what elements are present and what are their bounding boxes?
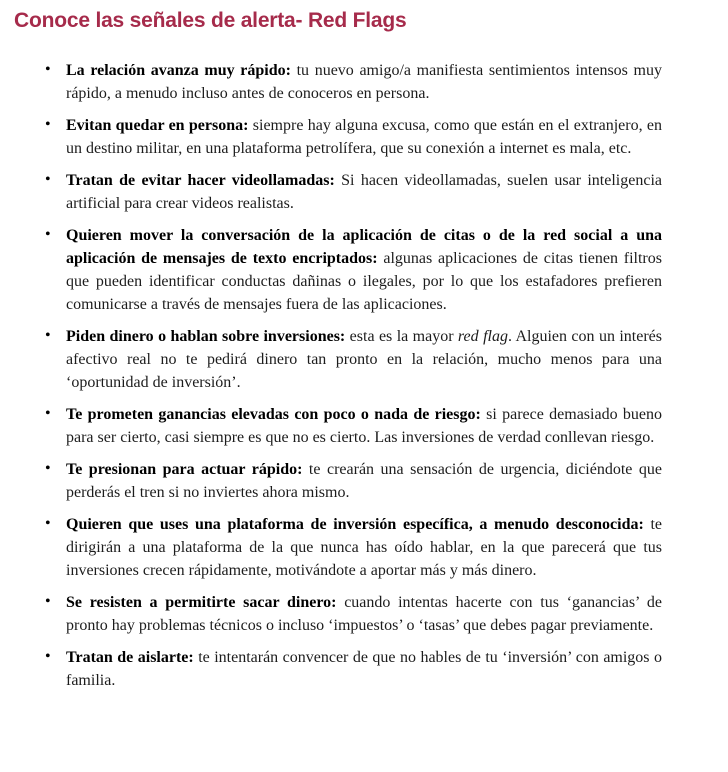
list-item [44,513,662,582]
bullet-icon: • [45,460,51,477]
list-item [44,403,662,449]
item-lead-bold: Piden dinero o hablan sobre inversiones: [66,328,346,345]
page-title: Conoce las señales de alerta- Red Flags [14,9,407,32]
bullet-icon: • [45,405,51,422]
list-item [44,325,662,394]
item-lead-bold: Te presionan para actuar rápido: [66,461,303,478]
list-item [44,59,662,105]
list-item [44,458,662,504]
item-body: . Alguien con un interés afectivo real no te pedirá dinero tan pronto en la relación, mucho menos para una ‘oportunidad de inversión’. [66,328,662,391]
red-flags-list [44,59,662,692]
bullet-icon: • [45,515,51,532]
item-body: esta es la mayor [345,328,458,345]
list-item [44,591,662,637]
bullet-icon: • [45,648,51,665]
item-body-italic: red flag [457,328,508,345]
item-lead-bold: Evitan quedar en persona: [66,117,249,134]
item-body: tu nuevo amigo/a manifiesta sentimientos intensos muy rápido, a menudo incluso antes de conoceros en persona. [66,62,663,102]
bullet-icon: • [45,226,51,243]
item-lead-bold: Quieren mover la conversación de la aplicación de citas o de la red social a una aplicación de mensajes de texto encriptados: [66,227,662,267]
item-body: algunas aplicaciones de citas tienen filtros que pueden identificar conductas dañinas o ilegales, por lo que los estafadores prefieren comunicarse a través de mensajes fuera de las aplicaciones. [66,250,662,313]
bullet-icon: • [45,116,51,133]
item-lead-bold: La relación avanza muy rápido: [66,62,291,79]
bullet-icon: • [45,327,51,344]
item-body: Si hacen videollamadas, suelen usar inteligencia artificial para crear videos realistas. [66,172,662,212]
bullet-icon: • [45,593,51,610]
item-lead-bold: Quieren que uses una plataforma de inversión específica, a menudo desconocida: [66,516,644,533]
item-lead-bold: Tratan de aislarte: [66,649,194,666]
item-lead-bold: Te prometen ganancias elevadas con poco o nada de riesgo: [66,406,481,423]
list-item [44,224,662,316]
item-body: cuando intentas hacerte con tus ‘ganancias’ de pronto hay problemas técnicos o incluso ‘impuestos’ o ‘tasas’ que debes pagar previamente. [66,594,662,634]
list-item [44,169,662,215]
item-body: te intentarán convencer de que no hables de tu ‘inversión’ con amigos o familia. [66,649,662,689]
item-body: siempre hay alguna excusa, como que están en el extranjero, en un destino militar, en una plataforma petrolífera, que su conexión a internet es mala, etc. [66,117,662,157]
item-body: te dirigirán a una plataforma de la que nunca has oído hablar, en la que parecerá que tus inversiones crecen rápidamente, motivándote a aportar más y más dinero. [66,516,662,579]
item-lead-bold: Se resisten a permitirte sacar dinero: [66,594,337,611]
item-body: te crearán una sensación de urgencia, diciéndote que perderás el tren si no inviertes ahora mismo. [66,461,662,501]
list-item [44,114,662,160]
item-body: si parece demasiado bueno para ser cierto, casi siempre es que no es cierto. Las inversiones de verdad conllevan riesgo. [66,406,662,446]
bullet-icon: • [45,61,51,78]
bullet-icon: • [45,171,51,188]
item-lead-bold: Tratan de evitar hacer videollamadas: [66,172,335,189]
list-item [44,646,662,692]
